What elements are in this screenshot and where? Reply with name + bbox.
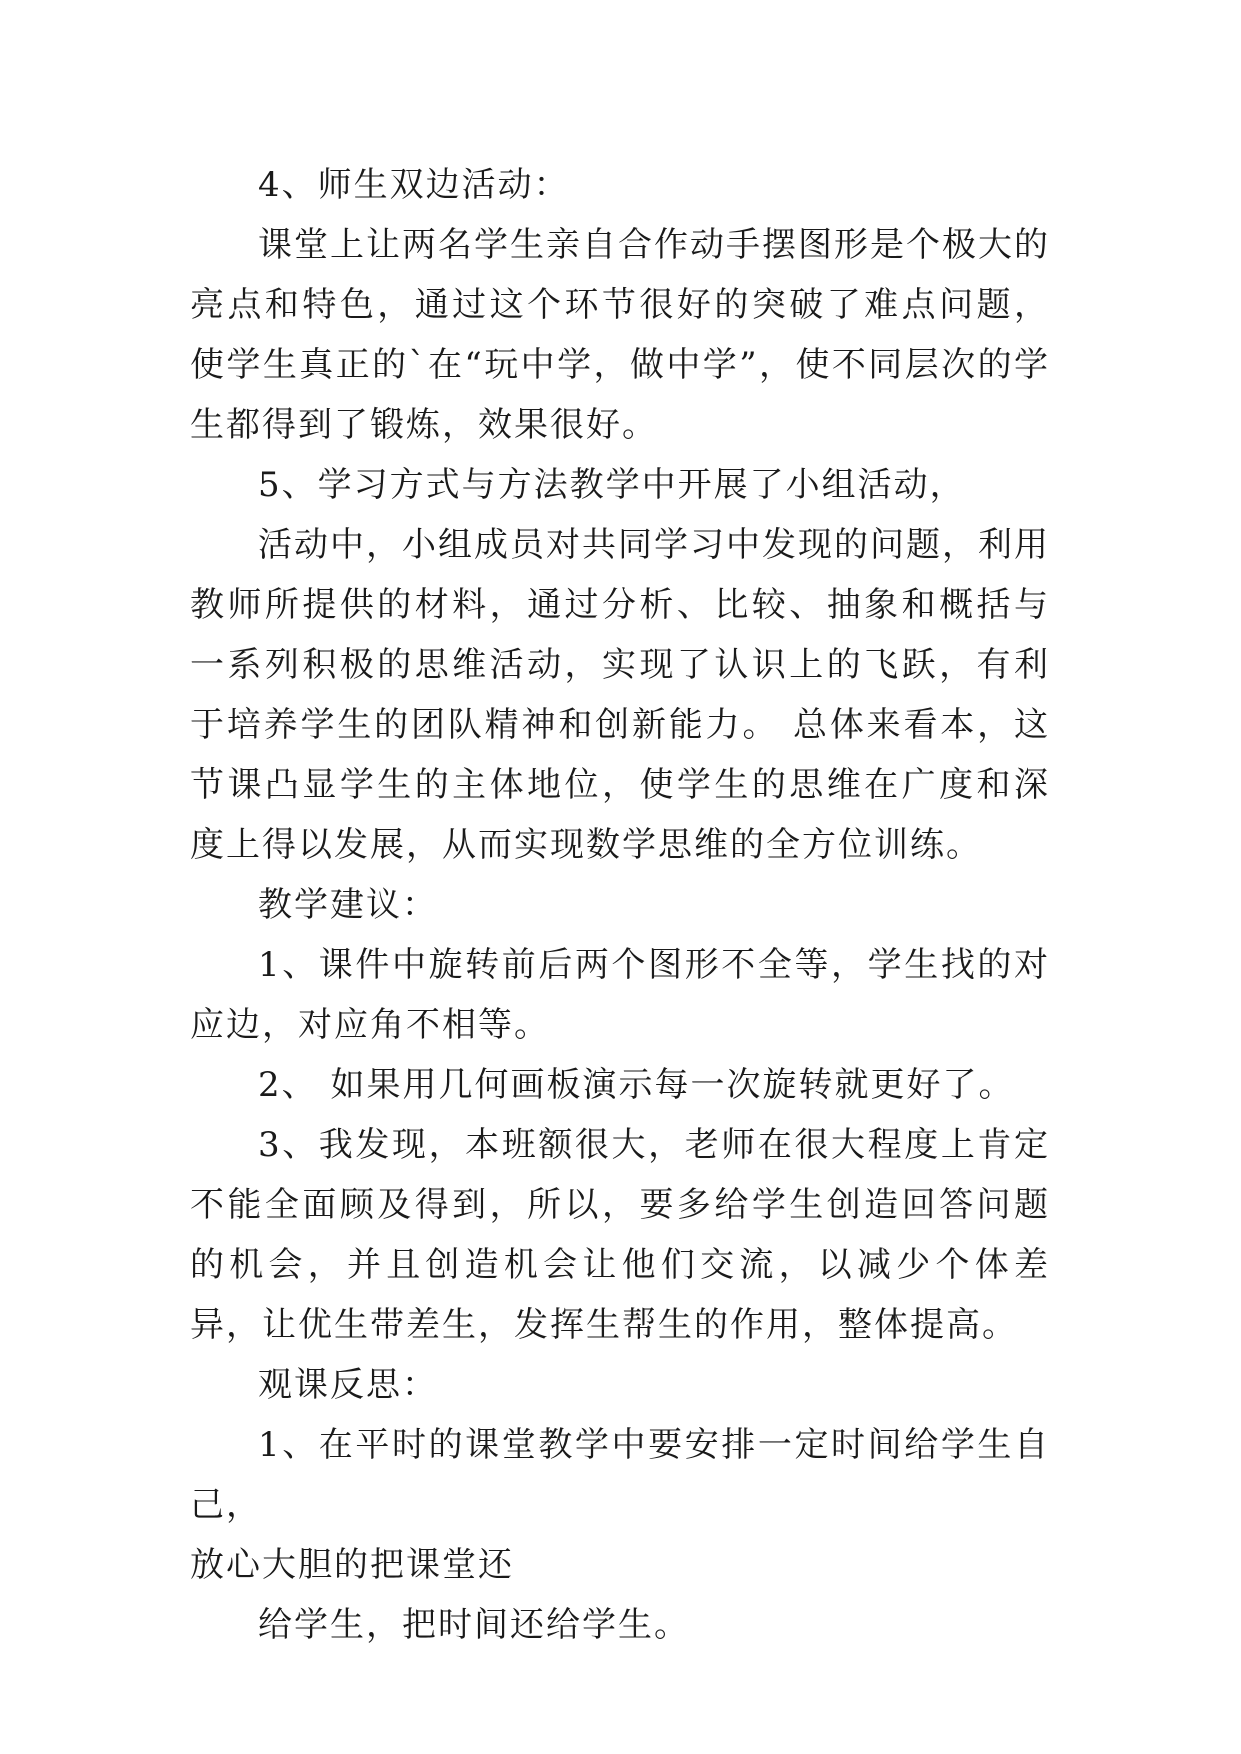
paragraph-heading-interaction: 4、师生双边活动： — [258, 165, 570, 205]
document-body — [190, 155, 1050, 1655]
paragraph-interaction-body: 课堂上让两名学生亲自合作动手摆图形是个极大的亮点和特色，通过这个环节很好的突破了难点问题，使学生真正的`在“玩中学，做中学”，使不同层次的学生都得到了锻炼，效果很好。 — [190, 225, 1050, 445]
paragraph-heading-reflection: 观课反思： — [258, 1365, 438, 1405]
paragraph-heading-suggestions: 教学建议： — [258, 885, 438, 925]
paragraph-reflection-1-end: 给学生，把时间还给学生。 — [258, 1605, 690, 1645]
paragraph-reflection-1-continued: 放心大胆的把课堂还 — [190, 1545, 514, 1585]
paragraph-suggestion-3: 3、我发现，本班额很大，老师在很大程度上肯定不能全面顾及得到，所以，要多给学生创造回答问题的机会，并且创造机会让他们交流，以减少个体差异，让优生带差生，发挥生帮生的作用，整体提高。 — [190, 1125, 1050, 1345]
paragraph-suggestion-2: 2、 如果用几何画板演示每一次旋转就更好了。 — [258, 1065, 1015, 1105]
paragraph-suggestion-1: 1、课件中旋转前后两个图形不全等，学生找的对应边，对应角不相等。 — [190, 945, 1050, 1045]
paragraph-learning-method-body: 活动中，小组成员对共同学习中发现的问题，利用教师所提供的材料，通过分析、比较、抽象和概括与一系列积极的思维活动，实现了认识上的飞跃，有利于培养学生的团队精神和创新能力。 总体来看本，这节课凸显学生的主体地位，使学生的思维在广度和深度上得以发展，从而实现数学思维的全方位训练。 — [190, 525, 1050, 865]
paragraph-heading-learning-method: 5、学习方式与方法教学中开展了小组活动， — [258, 465, 966, 505]
paragraph-reflection-1: 1、在平时的课堂教学中要安排一定时间给学生自己， — [190, 1425, 1050, 1525]
